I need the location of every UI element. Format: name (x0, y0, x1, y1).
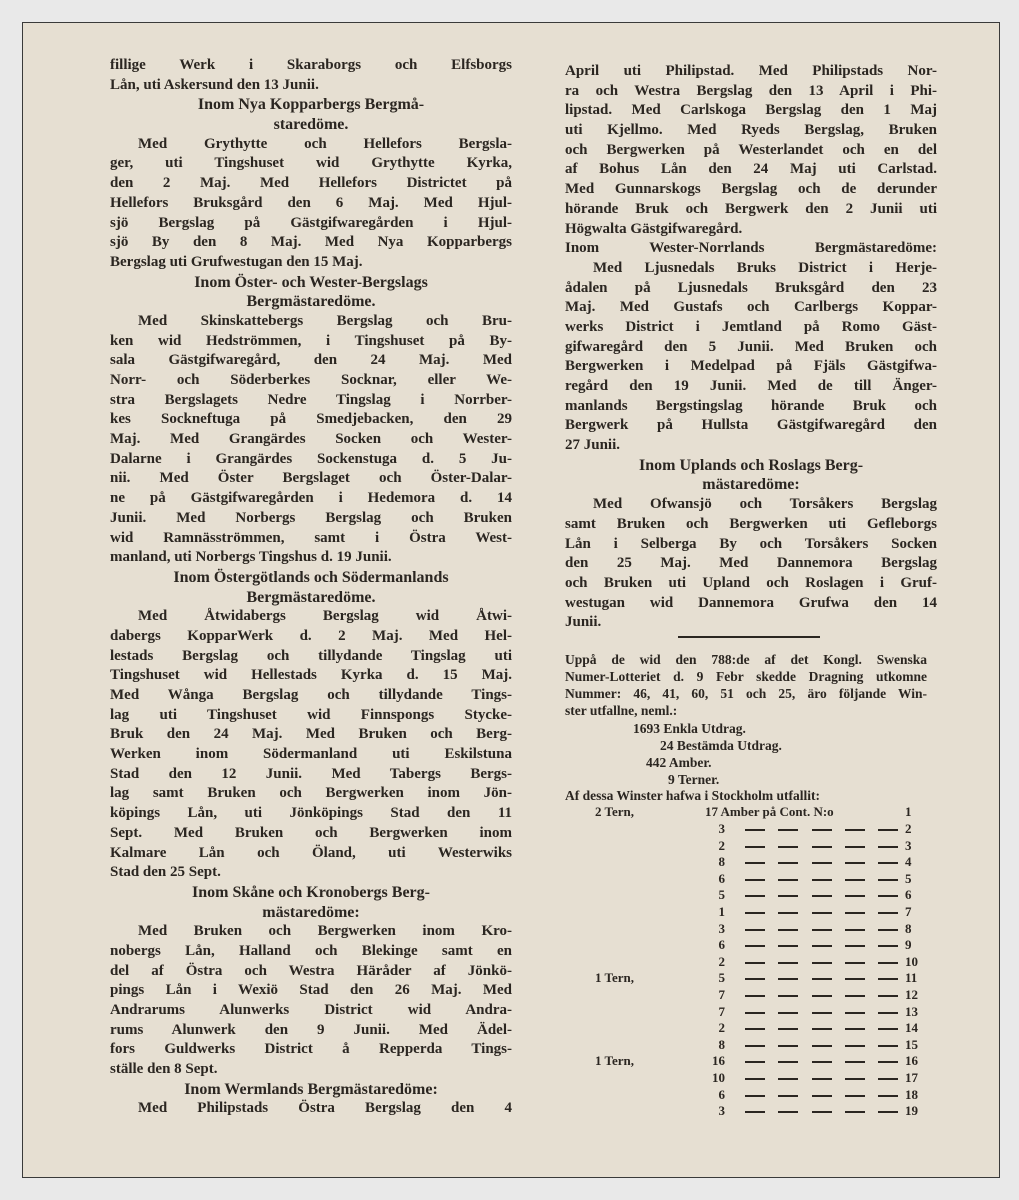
number-cell: 19 (905, 1103, 918, 1119)
amber-heading: 17 Amber på Cont. N:o (705, 804, 834, 819)
ditto-dash (812, 962, 832, 964)
ditto-dash (778, 978, 798, 980)
ditto-dash (812, 1111, 832, 1113)
number-cell: 18 (905, 1086, 918, 1102)
number-cell: 9 (905, 937, 912, 953)
text-line: Stad den 12 Junii. Med Tabergs Bergs- (110, 765, 512, 782)
ditto-dash (745, 879, 765, 881)
ditto-dash (845, 846, 865, 848)
text-line: Stad den 25 Sept. (110, 864, 221, 881)
text-line: Andrarums Alunwerks District wid Andra- (110, 1002, 512, 1018)
count-cell: 6 (718, 870, 725, 886)
count-cell: 8 (718, 854, 725, 870)
ditto-dash (812, 995, 832, 997)
ditto-dash (845, 1045, 865, 1047)
text-line: Med Ofwansjö och Torsåkers Bergslag (593, 496, 937, 513)
ditto-dash (812, 862, 832, 864)
section-heading: Inom Uplands och Roslags Berg- (638, 456, 864, 474)
ditto-dash (878, 1061, 898, 1063)
table-row (565, 838, 927, 854)
text-line: lag uti Tingshuset wid Finnspongs Stycke- (110, 706, 512, 723)
ditto-dash (845, 945, 865, 947)
table-row (565, 921, 927, 937)
text-line: den 25 Maj. Med Dannemora Bergslag (565, 555, 937, 572)
table-row (565, 887, 927, 903)
text-line: samt Bruken och Bergwerken uti Gefleborgs (565, 515, 937, 532)
count-cell: 7 (718, 987, 725, 1002)
section-heading: mästaredöme: (702, 476, 800, 494)
number-cell: 17 (905, 1070, 918, 1085)
text-line: Numer-Lotteriet d. 9 Febr skedde Dragning utkomne (565, 669, 927, 684)
ditto-dash (778, 1045, 798, 1047)
number-cell: 14 (905, 1020, 918, 1036)
number-cell: 13 (905, 1003, 918, 1019)
ditto-dash (778, 1095, 798, 1097)
tern-label: 1 Tern, (595, 970, 635, 986)
ditto-dash (745, 1095, 765, 1097)
ditto-dash (812, 945, 832, 947)
ditto-dash (745, 945, 765, 947)
text-line: fillige Werk i Skaraborgs och Elfsborgs (110, 57, 512, 73)
text-line: 27 Junii. (565, 437, 621, 454)
text-line: Med Gunnarskogs Bergslag och de derunder (565, 181, 937, 198)
count-cell: 6 (718, 1086, 725, 1102)
ditto-dash (845, 912, 865, 914)
ditto-dash (745, 829, 765, 831)
text-line: sjö Bergslag på Gästgifwaregården i Hjul- (110, 214, 512, 231)
text-line: ådalen på Ljusnedals Bruksgård den 23 (565, 279, 937, 296)
text-line: Junii. (565, 614, 602, 631)
ditto-dash (745, 1045, 765, 1047)
text-line: regård den 19 Junii. Med de till Änger- (565, 378, 937, 394)
ditto-dash (812, 929, 832, 931)
number-cell: 12 (905, 987, 918, 1002)
text-line: pings Lån i Wexiö Stad den 26 Maj. Med (110, 982, 512, 999)
ditto-dash (878, 879, 898, 881)
table-row (565, 1070, 927, 1086)
text-line: lag samt Bruken och Bergwerken inom Jön- (110, 785, 512, 802)
ditto-dash (778, 879, 798, 881)
text-line: Lån, uti Askersund den 13 Junii. (110, 76, 319, 93)
ditto-dash (878, 829, 898, 831)
count-cell: 5 (718, 970, 725, 986)
text-line: manland, uti Norbergs Tingshus d. 19 Junii. (110, 549, 392, 566)
ditto-dash (778, 1061, 798, 1063)
ditto-dash (845, 995, 865, 997)
count-cell: 3 (718, 920, 725, 936)
count-cell: 7 (718, 1003, 725, 1019)
ditto-dash (778, 1028, 798, 1030)
ditto-dash (845, 929, 865, 931)
table-row (565, 1103, 927, 1119)
ditto-dash (745, 862, 765, 864)
text-line: lipstad. Med Carlskoga Bergslag den 1 Maj (565, 102, 937, 119)
text-line: stra Bergslagets Nedre Tingslag i Norrber- (110, 391, 512, 408)
ditto-dash (812, 1028, 832, 1030)
text-line: ster utfallne, neml.: (565, 703, 678, 718)
count-cell: 8 (718, 1036, 725, 1052)
text-line: sjö By den 8 Maj. Med Nya Kopparbergs (110, 234, 512, 251)
number-cell: 2 (905, 821, 912, 836)
text-line: uti Kjellmo. Med Ryeds Bergslag, Bruken (565, 122, 937, 139)
text-line: och Bruken uti Upland och Roslagen i Gruf- (565, 574, 937, 591)
ditto-dash (845, 829, 865, 831)
ditto-dash (812, 829, 832, 831)
text-line: del af Östra och Westra Häråder af Jönkö- (110, 962, 512, 979)
number-cell: 16 (905, 1053, 918, 1069)
text-line: dabergs KopparWerk d. 2 Maj. Med Hel- (110, 627, 512, 644)
table-row (565, 821, 927, 837)
count-cell: 6 (718, 937, 725, 953)
number-cell: 10 (905, 953, 918, 969)
number-cell: 4 (905, 854, 912, 870)
ditto-dash (778, 1078, 798, 1080)
ditto-dash (745, 912, 765, 914)
ditto-dash (845, 879, 865, 881)
text-line: Junii. Med Norbergs Bergslag och Bruken (110, 509, 512, 526)
ditto-dash (812, 912, 832, 914)
section-heading: mästaredöme: (262, 903, 360, 921)
text-line: nobergs Lån, Halland och Blekinge samt en (110, 942, 512, 959)
section-heading: Inom Östergötlands och Södermanlands (173, 568, 449, 586)
ditto-dash (812, 1095, 832, 1097)
count-cell: 2 (718, 1020, 725, 1036)
text-line: Inom Wester-Norrlands Bergmästaredöme: (565, 240, 937, 257)
text-line: ne på Gästgifwaregården i Hedemora d. 14 (110, 490, 512, 507)
table-row (565, 854, 927, 870)
ditto-dash (878, 995, 898, 997)
text-line: Bergwerk på Hullsta Gästgifwaregård den (565, 417, 937, 434)
ditto-dash (778, 945, 798, 947)
ditto-dash (878, 1028, 898, 1030)
text-line: Bruk den 24 Maj. Med Bruken och Berg- (110, 726, 512, 743)
text-line: ställe den 8 Sept. (110, 1061, 218, 1078)
ditto-dash (778, 829, 798, 831)
text-line: köpings Lån, uti Jönköpings Stad den 11 (110, 805, 512, 822)
ditto-dash (745, 1078, 765, 1080)
table-row (565, 954, 927, 970)
text-line: Med Ljusnedals Bruks District i Herje- (593, 259, 937, 276)
count-cell: 3 (718, 821, 725, 836)
ditto-dash (878, 945, 898, 947)
ditto-dash (878, 929, 898, 931)
table-row (565, 1004, 927, 1020)
ditto-dash (812, 1012, 832, 1014)
ditto-dash (845, 1095, 865, 1097)
ditto-dash (878, 978, 898, 980)
ditto-dash (878, 962, 898, 964)
text-line: och Bergwerken på Westerlandet och en del (565, 141, 937, 158)
ditto-dash (878, 1095, 898, 1097)
ditto-dash (878, 1045, 898, 1047)
text-line: werks District i Jemtland på Romo Gäst- (565, 318, 937, 335)
ditto-dash (745, 1012, 765, 1014)
section-heading: Bergmästaredöme. (246, 293, 376, 311)
ditto-dash (745, 1111, 765, 1113)
left-column (110, 56, 512, 1119)
ditto-dash (845, 862, 865, 864)
text-line: Med Grythytte och Hellefors Bergsla- (138, 135, 512, 152)
ditto-dash (878, 1111, 898, 1113)
ditto-dash (845, 1061, 865, 1063)
ditto-dash (878, 912, 898, 914)
table-row (565, 1053, 927, 1069)
text-line: kes Sockneftuga på Smedjebacken, den 29 (110, 411, 512, 428)
summary-line: 442 Amber. (646, 755, 712, 770)
ditto-dash (745, 962, 765, 964)
ditto-dash (745, 995, 765, 997)
ditto-dash (778, 1111, 798, 1113)
ditto-dash (845, 1012, 865, 1014)
section-heading: Inom Öster- och Wester-Bergslags (194, 273, 428, 291)
ditto-dash (778, 929, 798, 931)
text-line: Med Wånga Bergslag och tillydande Tings- (110, 687, 512, 703)
text-line: Med Philipstads Östra Bergslag den 4 (138, 1100, 512, 1117)
number-cell: 11 (905, 970, 918, 986)
text-line: Dalarne i Grangärdes Sockenstuga d. 5 Ju- (110, 450, 512, 467)
text-line: fors Guldwerks District å Repperda Tings- (110, 1041, 512, 1058)
text-line: manlands Bergstingslag hörande Bruk och (565, 397, 937, 414)
count-cell: 2 (718, 953, 725, 969)
section-divider (678, 636, 820, 640)
text-line: den 2 Maj. Med Hellefors Districtet på (110, 175, 512, 192)
tern-label: 1 Tern, (595, 1053, 635, 1069)
lottery-paragraph (565, 651, 927, 719)
table-row (565, 937, 927, 953)
number-cell: 8 (905, 920, 912, 936)
table-row (565, 1020, 927, 1036)
ditto-dash (812, 1045, 832, 1047)
summary-line: 9 Terner. (668, 772, 720, 787)
text-line: Tingshuset wid Hellestads Kyrka d. 15 Maj. (110, 667, 512, 684)
count-cell: 5 (718, 887, 725, 903)
number-cell: 1 (905, 804, 912, 819)
table-row (565, 1037, 927, 1053)
ditto-dash (778, 962, 798, 964)
count-cell: 1 (718, 904, 725, 919)
text-line: Werken inom Södermanland uti Eskilstuna (110, 746, 512, 763)
text-line: Maj. Med Gustafs och Carlbergs Koppar- (565, 299, 937, 316)
text-line: westugan wid Dannemora Grufwa den 14 (565, 594, 937, 611)
text-line: ken wid Hedströmmen, i Tingshuset på By- (110, 332, 512, 349)
table-row (565, 904, 927, 920)
text-line: af Bohus Lån den 24 Maj uti Carlstad. (565, 161, 937, 178)
ditto-dash (812, 1078, 832, 1080)
text-line: rums Alunwerk den 9 Junii. Med Ädel- (110, 1021, 512, 1038)
table-row (565, 871, 927, 887)
text-line: Nummer: 46, 41, 60, 51 och 25, äro följande Win- (565, 686, 927, 701)
ditto-dash (845, 978, 865, 980)
number-cell: 5 (905, 870, 912, 886)
text-line: wid Ramnäsströmmen, samt i Östra West- (110, 529, 512, 546)
count-cell: 10 (712, 1070, 725, 1085)
count-cell: 3 (718, 1103, 725, 1119)
count-cell: 2 (718, 837, 725, 853)
ditto-dash (845, 1028, 865, 1030)
text-line: Med Skinskattebergs Bergslag och Bru- (138, 312, 512, 329)
count-cell: 16 (712, 1053, 725, 1069)
section-heading: Inom Wermlands Bergmästaredöme: (184, 1080, 438, 1098)
text-line: lestads Bergslag och tillydande Tingslag uti (110, 647, 512, 664)
text-line: Norr- och Söderberkes Socknar, eller We- (110, 372, 512, 388)
number-cell: 7 (905, 904, 912, 919)
text-line: gifwaregård den 5 Junii. Med Bruken och (565, 338, 937, 355)
text-line: April uti Philipstad. Med Philipstads Nor- (565, 63, 937, 79)
table-row (565, 987, 927, 1003)
ditto-dash (812, 895, 832, 897)
stockholm-heading: Af dessa Winster hafwa i Stockholm utfallit: (565, 788, 821, 803)
text-line: nii. Med Öster Bergslaget och Öster-Dalar- (110, 470, 512, 487)
ditto-dash (845, 1111, 865, 1113)
ditto-dash (745, 978, 765, 980)
number-cell: 3 (905, 837, 912, 853)
ditto-dash (812, 978, 832, 980)
text-line: Lån i Selberga By och Torsåkers Socken (565, 535, 937, 552)
section-heading: Inom Skåne och Kronobergs Berg- (192, 883, 430, 901)
text-line: Med Bruken och Bergwerken inom Kro- (138, 923, 512, 940)
text-line: Hellefors Bruksgård den 6 Maj. Med Hjul- (110, 194, 512, 211)
ditto-dash (812, 879, 832, 881)
ditto-dash (812, 1061, 832, 1063)
text-line: hörande Bruk och Bergwerk den 2 Junii uti (565, 200, 937, 217)
ditto-dash (812, 846, 832, 848)
ditto-dash (845, 1078, 865, 1080)
right-column (565, 62, 937, 633)
ditto-dash (745, 1028, 765, 1030)
text-line: Högwalta Gästgifwaregård. (565, 220, 743, 237)
text-line: Med Åtwidabergs Bergslag wid Åtwi- (138, 608, 512, 625)
number-cell: 15 (905, 1036, 918, 1052)
ditto-dash (778, 1012, 798, 1014)
ditto-dash (878, 1078, 898, 1080)
ditto-dash (878, 895, 898, 897)
ditto-dash (845, 962, 865, 964)
number-cell: 6 (905, 887, 912, 903)
ditto-dash (778, 846, 798, 848)
ditto-dash (745, 1061, 765, 1063)
ditto-dash (778, 995, 798, 997)
section-heading: Inom Nya Kopparbergs Bergmå- (197, 96, 425, 114)
text-line: Kalmare Lån och Öland, uti Westerwiks (110, 844, 512, 861)
summary-line: 24 Bestämda Utdrag. (660, 738, 782, 753)
summary-line: 1693 Enkla Utdrag. (633, 721, 746, 736)
ditto-dash (878, 1012, 898, 1014)
text-line: Maj. Med Grangärdes Socken och Wester- (110, 431, 512, 448)
ditto-dash (745, 846, 765, 848)
ditto-dash (745, 895, 765, 897)
tern-label: 2 Tern, (595, 804, 635, 819)
section-heading: Bergmästaredöme. (246, 588, 376, 606)
ditto-dash (745, 929, 765, 931)
text-line: ger, uti Tingshuset wid Grythytte Kyrka, (110, 155, 512, 172)
text-line: Sept. Med Bruken och Bergwerken inom (110, 824, 512, 841)
ditto-dash (778, 862, 798, 864)
ditto-dash (845, 895, 865, 897)
table-header-row (565, 804, 927, 820)
table-row (565, 970, 927, 986)
text-line: sala Gästgifwaregård, den 24 Maj. Med (110, 352, 512, 369)
text-line: Bergwerken i Medelpad på Fjäls Gästgifwa- (565, 358, 937, 375)
ditto-dash (778, 895, 798, 897)
table-row (565, 1087, 927, 1103)
text-line: ra och Westra Bergslag den 13 April i Phi- (565, 82, 937, 99)
section-heading: staredöme. (273, 116, 349, 134)
text-line: Uppå de wid den 788:de af det Kongl. Swenska (565, 652, 927, 667)
ditto-dash (878, 862, 898, 864)
ditto-dash (778, 912, 798, 914)
ditto-dash (878, 846, 898, 848)
text-line: Bergslag uti Grufwestugan den 15 Maj. (110, 253, 363, 270)
